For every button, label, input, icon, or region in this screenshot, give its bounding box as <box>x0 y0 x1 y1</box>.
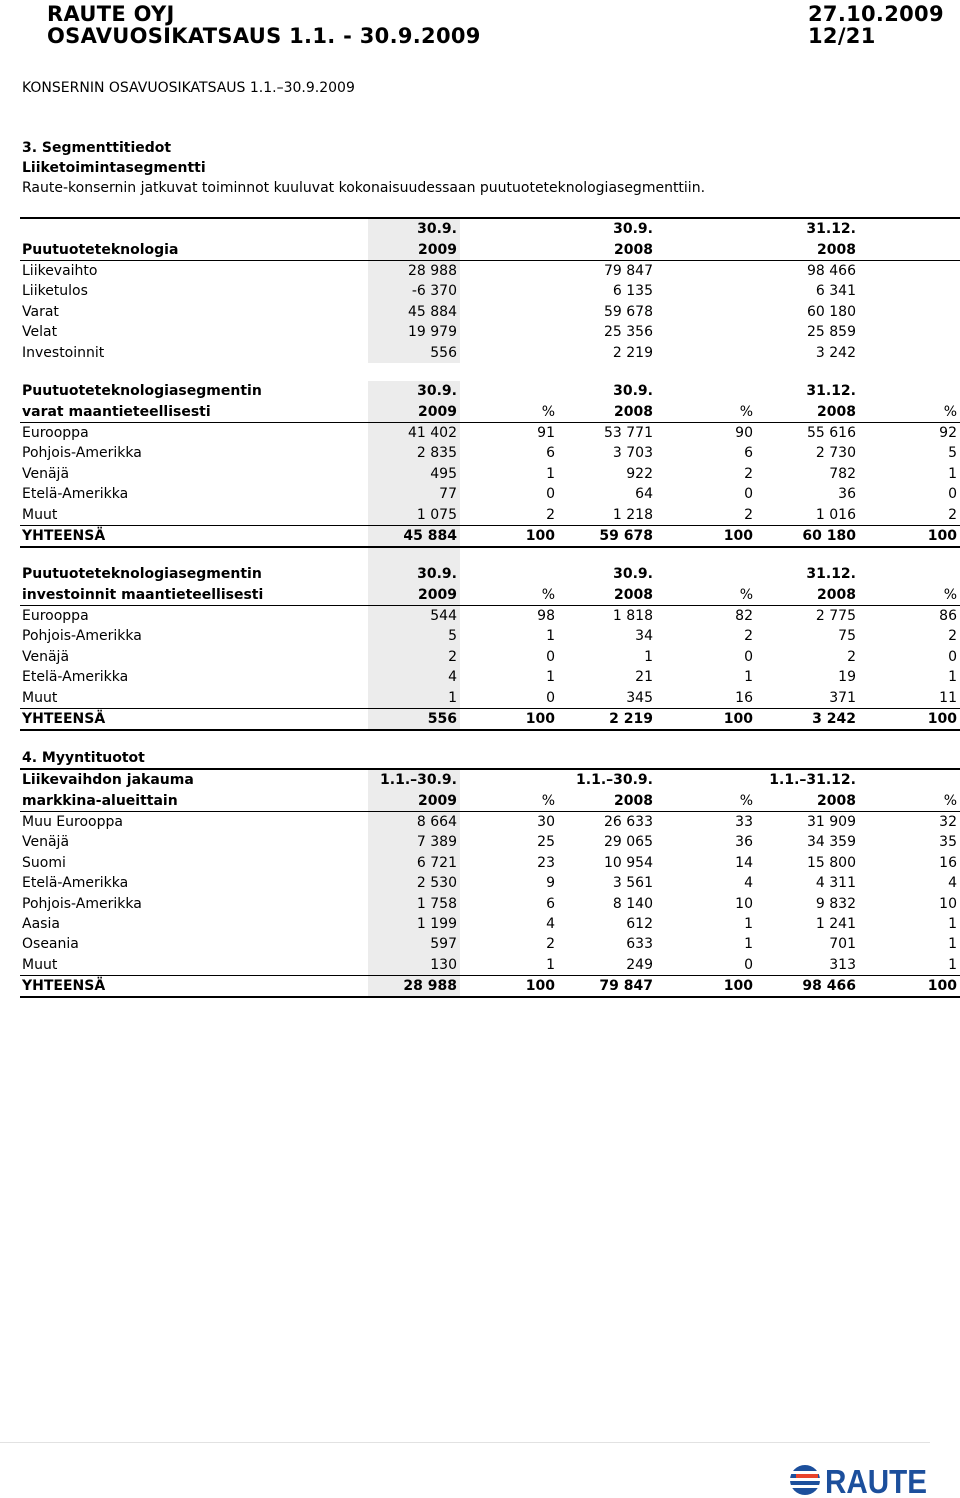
cell-value: 53 771 <box>604 424 653 441</box>
cell-value: 249 <box>626 956 653 973</box>
section-heading-sales: 4. Myyntituotot <box>22 750 145 766</box>
cell-value: -6 370 <box>368 281 460 301</box>
cell-value: 3 561 <box>612 875 653 892</box>
col-header-year: 2009 <box>368 401 460 422</box>
table-row <box>20 281 960 301</box>
cell-value: 6 721 <box>368 853 460 873</box>
cell-value: 8 140 <box>612 895 653 912</box>
cell-percent: 100 <box>460 975 558 997</box>
cell-percent: 1 <box>546 956 555 973</box>
cell-value: 19 979 <box>368 322 460 342</box>
cell-percent: 6 <box>546 895 555 912</box>
row-label: Velat <box>22 324 58 341</box>
cell-value: 3 703 <box>612 445 653 462</box>
row-label: Oseania <box>22 936 79 953</box>
cell-percent: 100 <box>859 975 960 997</box>
row-label: YHTEENSÄ <box>20 525 368 547</box>
cell-percent: 32 <box>939 813 957 830</box>
cell-percent: 10 <box>939 895 957 912</box>
table-row <box>20 342 960 362</box>
table-row <box>20 647 960 667</box>
row-label: Muut <box>22 956 58 973</box>
cell-percent: 0 <box>546 486 555 503</box>
cell-percent: 6 <box>546 445 555 462</box>
row-label: Varat <box>22 303 59 320</box>
cell-value: 2 730 <box>815 445 856 462</box>
cell-percent: 2 <box>744 628 753 645</box>
cell-value: 21 <box>635 669 653 686</box>
table-row <box>20 832 960 852</box>
subsection-heading: Liiketoimintasegmentti <box>22 160 206 176</box>
table-row <box>20 934 960 954</box>
col-header-percent: % <box>859 584 960 605</box>
table-title: investoinnit maantieteellisesti <box>20 584 368 605</box>
cell-percent: 23 <box>537 854 555 871</box>
row-label: Etelä-Amerikka <box>22 486 129 503</box>
cell-value: 28 988 <box>368 260 460 281</box>
cell-percent: 1 <box>546 465 555 482</box>
col-header-year: 2008 <box>756 584 859 605</box>
cell-value: 544 <box>368 605 460 626</box>
page-number: 12/21 <box>808 24 876 48</box>
cell-value: 2 <box>368 647 460 667</box>
cell-percent: 16 <box>735 689 753 706</box>
cell-value: 495 <box>368 464 460 484</box>
row-label: Eurooppa <box>22 607 89 624</box>
cell-value: 77 <box>368 484 460 504</box>
cell-value: 2 219 <box>612 344 653 361</box>
report-title: OSAVUOSIKATSAUS 1.1. - 30.9.2009 <box>47 24 481 48</box>
assets-by-region-table <box>20 381 960 564</box>
cell-value: 701 <box>829 936 856 953</box>
col-header-year: 2009 <box>368 239 460 260</box>
col-header-year: 2008 <box>558 790 656 811</box>
table-row <box>20 893 960 913</box>
table-row <box>20 443 960 463</box>
cell-value: 26 633 <box>604 813 653 830</box>
cell-percent: 2 <box>744 465 753 482</box>
cell-value: 34 <box>635 628 653 645</box>
col-header-period: 30.9. <box>613 566 653 583</box>
table-row <box>20 302 960 322</box>
cell-percent: 2 <box>948 628 957 645</box>
row-label: Muut <box>22 689 58 706</box>
cell-value: 2 <box>847 648 856 665</box>
row-label: Liiketulos <box>22 283 88 300</box>
cell-percent: 1 <box>546 628 555 645</box>
table-row <box>20 955 960 976</box>
cell-value: 1 218 <box>612 506 653 523</box>
row-label: Venäjä <box>22 465 70 482</box>
cell-value: 2 835 <box>368 443 460 463</box>
cell-value: 34 359 <box>807 834 856 851</box>
row-label: Etelä-Amerikka <box>22 669 129 686</box>
cell-percent: 100 <box>859 525 960 547</box>
cell-value: 2 775 <box>815 607 856 624</box>
cell-percent: 0 <box>744 486 753 503</box>
cell-percent: 0 <box>546 648 555 665</box>
row-label: Pohjois-Amerikka <box>22 445 142 462</box>
row-label: Etelä-Amerikka <box>22 875 129 892</box>
cell-percent: 1 <box>744 669 753 686</box>
cell-value: 1 016 <box>815 506 856 523</box>
table-title: Puutuoteteknologiasegmentin <box>22 566 262 583</box>
cell-percent: 11 <box>939 689 957 706</box>
cell-value: 29 065 <box>604 834 653 851</box>
cell-percent: 1 <box>744 915 753 932</box>
table-row <box>20 811 960 832</box>
cell-value: 345 <box>626 689 653 706</box>
cell-percent: 4 <box>948 875 957 892</box>
cell-percent: 98 <box>537 607 555 624</box>
raute-logo-text: RAUTE <box>825 1463 927 1498</box>
cell-value: 633 <box>626 936 653 953</box>
row-label: Liikevaihto <box>22 262 98 279</box>
row-label: Muut <box>22 506 58 523</box>
cell-percent: 86 <box>939 607 957 624</box>
col-header-period: 30.9. <box>558 218 656 239</box>
col-header-percent: % <box>859 790 960 811</box>
cell-value: 36 <box>838 486 856 503</box>
row-label: Aasia <box>22 915 60 932</box>
cell-value: 2 219 <box>558 708 656 730</box>
table-title: Puutuoteteknologia <box>20 239 368 260</box>
col-header-period: 1.1.–30.9. <box>368 769 460 790</box>
col-header-year: 2009 <box>368 790 460 811</box>
row-label: Pohjois-Amerikka <box>22 895 142 912</box>
cell-value: 98 466 <box>756 975 859 997</box>
cell-value: 45 884 <box>368 302 460 322</box>
col-header-period: 1.1.–30.9. <box>558 769 656 790</box>
table-row <box>20 464 960 484</box>
col-header-year: 2008 <box>558 584 656 605</box>
cell-value: 922 <box>626 465 653 482</box>
cell-percent: 100 <box>460 708 558 730</box>
cell-percent: 2 <box>948 506 957 523</box>
cell-value: 41 402 <box>368 422 460 443</box>
col-header-period: 30.9. <box>368 218 460 239</box>
cell-percent: 92 <box>939 424 957 441</box>
cell-percent: 35 <box>939 834 957 851</box>
cell-value: 1 241 <box>815 915 856 932</box>
cell-percent: 2 <box>546 506 555 523</box>
cell-percent: 100 <box>656 525 756 547</box>
col-header-period: 31.12. <box>806 566 856 583</box>
cell-percent: 16 <box>939 854 957 871</box>
cell-value: 6 135 <box>612 283 653 300</box>
col-header-percent: % <box>460 401 558 422</box>
cell-value: 6 341 <box>815 283 856 300</box>
row-label: YHTEENSÄ <box>20 708 368 730</box>
cell-value: 1 199 <box>368 914 460 934</box>
row-label: Eurooppa <box>22 424 89 441</box>
cell-value: 25 356 <box>604 324 653 341</box>
segment-key-figures-table <box>20 217 960 363</box>
cell-value: 371 <box>829 689 856 706</box>
cell-value: 10 954 <box>604 854 653 871</box>
col-header-year: 2008 <box>756 239 859 260</box>
cell-percent: 10 <box>735 895 753 912</box>
cell-percent: 100 <box>859 708 960 730</box>
cell-value: 556 <box>368 342 460 362</box>
cell-value: 7 389 <box>368 832 460 852</box>
cell-percent: 33 <box>735 813 753 830</box>
table-row <box>20 626 960 646</box>
document-subtitle: KONSERNIN OSAVUOSIKATSAUS 1.1.–30.9.2009 <box>22 80 355 96</box>
cell-percent: 0 <box>948 486 957 503</box>
row-label: Investoinnit <box>22 344 105 361</box>
col-header-year: 2008 <box>558 401 656 422</box>
cell-value: 4 311 <box>815 875 856 892</box>
cell-percent: 1 <box>948 956 957 973</box>
cell-percent: 9 <box>546 875 555 892</box>
cell-value: 55 616 <box>807 424 856 441</box>
table-title: varat maantieteellisesti <box>20 401 368 422</box>
col-header-period: 1.1.–31.12. <box>756 769 859 790</box>
cell-percent: 91 <box>537 424 555 441</box>
col-header-percent: % <box>460 584 558 605</box>
cell-value: 60 180 <box>807 303 856 320</box>
raute-logo <box>788 1462 930 1498</box>
cell-percent: 36 <box>735 834 753 851</box>
cell-percent: 1 <box>948 669 957 686</box>
col-header-percent: % <box>656 584 756 605</box>
sales-by-market-table <box>20 768 960 998</box>
cell-percent: 82 <box>735 607 753 624</box>
row-label: Venäjä <box>22 834 70 851</box>
cell-percent: 4 <box>744 875 753 892</box>
cell-percent: 14 <box>735 854 753 871</box>
cell-percent: 2 <box>546 936 555 953</box>
col-header-percent: % <box>859 401 960 422</box>
table-row <box>20 484 960 504</box>
cell-percent: 1 <box>744 936 753 953</box>
cell-value: 19 <box>838 669 856 686</box>
cell-value: 1 758 <box>368 893 460 913</box>
col-header-percent: % <box>656 401 756 422</box>
col-header-period: 31.12. <box>756 218 859 239</box>
cell-value: 64 <box>635 486 653 503</box>
cell-percent: 0 <box>744 956 753 973</box>
col-header-percent: % <box>656 790 756 811</box>
cell-value: 2 530 <box>368 873 460 893</box>
cell-value: 79 847 <box>558 975 656 997</box>
table-title: Liikevaihdon jakauma <box>20 769 368 790</box>
cell-value: 9 832 <box>815 895 856 912</box>
cell-percent: 25 <box>537 834 555 851</box>
cell-value: 612 <box>626 915 653 932</box>
cell-value: 3 242 <box>756 708 859 730</box>
table-row <box>20 322 960 342</box>
cell-percent: 6 <box>744 445 753 462</box>
cell-percent: 4 <box>546 915 555 932</box>
table-row <box>20 873 960 893</box>
table-title: markkina-alueittain <box>20 790 368 811</box>
cell-value: 556 <box>368 708 460 730</box>
row-label: YHTEENSÄ <box>20 975 368 997</box>
col-header-period: 30.9. <box>368 381 460 401</box>
col-header-period: 30.9. <box>368 564 460 584</box>
cell-percent: 90 <box>735 424 753 441</box>
cell-value: 15 800 <box>807 854 856 871</box>
cell-percent: 100 <box>460 525 558 547</box>
cell-value: 1 <box>368 687 460 708</box>
table-row <box>20 422 960 443</box>
col-header-year: 2008 <box>756 401 859 422</box>
table-row <box>20 914 960 934</box>
col-header-period: 31.12. <box>806 383 856 400</box>
cell-value: 8 664 <box>368 811 460 832</box>
row-label: Venäjä <box>22 648 70 665</box>
table-row <box>20 667 960 687</box>
col-header-year: 2008 <box>558 239 656 260</box>
cell-percent: 2 <box>744 506 753 523</box>
cell-percent: 1 <box>948 915 957 932</box>
cell-value: 3 242 <box>815 344 856 361</box>
cell-value: 59 678 <box>604 303 653 320</box>
cell-value: 25 859 <box>807 324 856 341</box>
cell-percent: 100 <box>656 975 756 997</box>
table-title: Puutuoteteknologiasegmentin <box>22 383 262 400</box>
col-header-percent: % <box>460 790 558 811</box>
table-row <box>20 260 960 281</box>
cell-percent: 5 <box>948 445 957 462</box>
col-header-year: 2009 <box>368 584 460 605</box>
cell-percent: 0 <box>948 648 957 665</box>
raute-logo-mark <box>790 1465 820 1495</box>
total-row <box>20 975 960 997</box>
table-row <box>20 504 960 525</box>
cell-value: 597 <box>368 934 460 954</box>
cell-percent: 100 <box>656 708 756 730</box>
cell-value: 79 847 <box>604 262 653 279</box>
cell-value: 1 818 <box>612 607 653 624</box>
table-row <box>20 605 960 626</box>
cell-percent: 1 <box>546 669 555 686</box>
col-header-period: 30.9. <box>613 383 653 400</box>
row-label: Pohjois-Amerikka <box>22 628 142 645</box>
cell-value: 4 <box>368 667 460 687</box>
cell-percent: 1 <box>948 465 957 482</box>
cell-value: 5 <box>368 626 460 646</box>
cell-value: 28 988 <box>368 975 460 997</box>
company-name: RAUTE OYJ <box>47 2 175 26</box>
total-row <box>20 525 960 547</box>
footer-divider <box>0 1442 930 1443</box>
cell-value: 1 <box>644 648 653 665</box>
cell-value: 75 <box>838 628 856 645</box>
cell-value: 1 075 <box>368 504 460 525</box>
col-header-year: 2008 <box>756 790 859 811</box>
cell-percent: 0 <box>744 648 753 665</box>
cell-value: 31 909 <box>807 813 856 830</box>
cell-value: 313 <box>829 956 856 973</box>
report-date: 27.10.2009 <box>808 2 944 26</box>
total-row <box>20 708 960 730</box>
segment-description: Raute-konsernin jatkuvat toiminnot kuuluvat kokonaisuudessaan puutuoteteknologiasegmenttiin. <box>22 180 706 196</box>
cell-percent: 30 <box>537 813 555 830</box>
investments-by-region-table <box>20 564 960 731</box>
row-label: Muu Eurooppa <box>22 813 123 830</box>
cell-value: 782 <box>829 465 856 482</box>
cell-value: 59 678 <box>558 525 656 547</box>
section-heading-segments: 3. Segmenttitiedot <box>22 140 172 156</box>
cell-value: 60 180 <box>756 525 859 547</box>
table-row <box>20 687 960 708</box>
table-row <box>20 853 960 873</box>
row-label: Suomi <box>22 854 66 871</box>
cell-value: 98 466 <box>807 262 856 279</box>
cell-value: 130 <box>368 955 460 976</box>
cell-value: 45 884 <box>368 525 460 547</box>
cell-percent: 1 <box>948 936 957 953</box>
cell-percent: 0 <box>546 689 555 706</box>
